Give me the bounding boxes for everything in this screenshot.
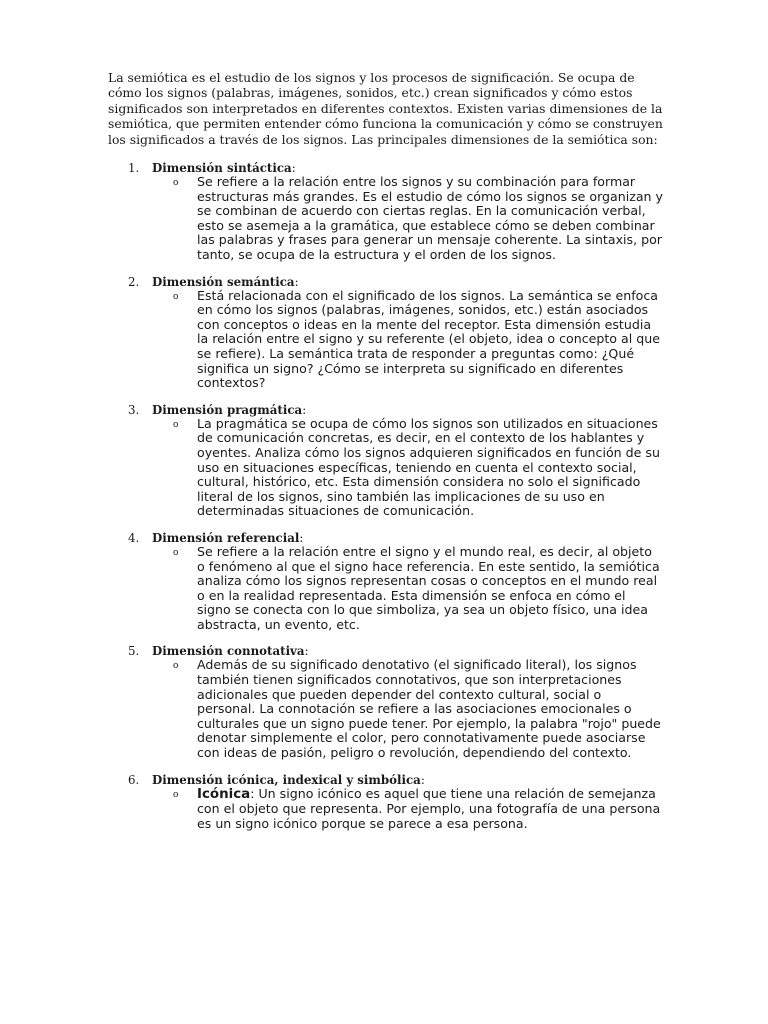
dimension-colon: :: [294, 274, 299, 289]
dimension-item-iconica: [108, 773, 663, 832]
dimension-number: 5.: [128, 644, 140, 659]
dimension-number: 6.: [128, 772, 140, 787]
iconica-description: : Un signo icónico es aquel que tiene una relación de semejanza con el objeto que representa. Por ejemplo, una fotografía de una persona es un signo icónico porque se parece a esa persona.: [197, 785, 661, 831]
dimension-title: Dimensión connotativa: [152, 644, 305, 659]
bullet-marker-icon: o: [173, 178, 179, 189]
bullet-marker-icon: o: [173, 547, 179, 558]
dimension-bullet: [108, 545, 663, 633]
document-page: [108, 70, 663, 831]
dimension-description: [197, 787, 663, 832]
dimension-item-connotativa: [108, 644, 663, 760]
dimension-heading: [108, 403, 663, 417]
dimension-title: Dimensión sintáctica: [152, 161, 292, 176]
dimension-title: Dimensión icónica, indexical y simbólica: [152, 772, 421, 787]
dimension-heading: [108, 644, 663, 658]
dimension-heading: [108, 531, 663, 545]
dimension-bullet: [108, 417, 663, 519]
dimension-title: Dimensión pragmática: [152, 402, 303, 417]
dimension-description: La pragmática se ocupa de cómo los signos son utilizados en situaciones de comunicación concretas, es decir, en el contexto de los hablantes y oyentes. Analiza cómo los signos adquieren significados en función de su uso en situaciones específicas, teniendo en cuenta el contexto social, cultural, histórico, etc. Esta dimensión considera no solo el significado literal de los signos, sino también las implicaciones de su uso en determinadas situaciones de comunicación.: [197, 415, 660, 519]
dimension-bullet: [108, 175, 663, 263]
dimension-colon: :: [304, 644, 309, 659]
dimensions-list: [108, 161, 663, 831]
dimension-bullet: [108, 658, 663, 760]
dimension-number: 4.: [128, 530, 140, 545]
dimension-heading: [108, 161, 663, 175]
dimension-heading: [108, 773, 663, 787]
dimension-item-sintactica: [108, 161, 663, 263]
dimension-colon: :: [291, 161, 296, 176]
dimension-description: Se refiere a la relación entre los signos y su combinación para formar estructuras más grandes. Es el estudio de cómo los signos se organizan y se combinan de acuerdo con ciertas reglas. En la comunicación verbal, esto se asemeja a la gramática, que establece cómo se deben combinar las palabras y frases para generar un mensaje coherente. La sintaxis, por tanto, se ocupa de la estructura y el orden de los signos.: [197, 174, 663, 262]
dimension-heading: [108, 275, 663, 289]
dimension-bullet: [108, 289, 663, 391]
dimension-bullet: [108, 787, 663, 832]
dimension-title: Dimensión referencial: [152, 530, 300, 545]
bullet-marker-icon: o: [173, 661, 179, 672]
dimension-item-semantica: [108, 275, 663, 391]
dimension-description: Se refiere a la relación entre el signo y el mundo real, es decir, al objeto o fenómeno al que el signo hace referencia. En este sentido, la semiótica analiza cómo los signos representan cosas o conceptos en el mundo real o en la realidad representada. Esta dimensión se enfoca en cómo el signo se conecta con lo que simboliza, ya sea un objeto físico, una idea abstracta, un evento, etc.: [197, 543, 660, 632]
bullet-marker-icon: o: [173, 789, 179, 800]
dimension-number: 2.: [128, 274, 140, 289]
dimension-colon: :: [299, 530, 304, 545]
dimension-colon: :: [420, 772, 425, 787]
dimension-title: Dimensión semántica: [152, 274, 295, 289]
bullet-marker-icon: o: [173, 419, 179, 430]
intro-paragraph: La semiótica es el estudio de los signos y los procesos de significación. Se ocupa de cómo los signos (palabras, imágenes, sonidos, etc.) crean significados y cómo estos significados son interpretados en diferentes contextos. Existen varias dimensiones de la semiótica, que permiten entender cómo funciona la comunicación y cómo se construyen los significados a través de los signos. Las principales dimensiones de la semiótica son:: [108, 70, 663, 147]
dimension-number: 1.: [128, 161, 140, 176]
dimension-description: Está relacionada con el significado de los signos. La semántica se enfoca en cómo los signos (palabras, imágenes, sonidos, etc.) están asociados con conceptos o ideas en la mente del receptor. Esta dimensión estudia la relación entre el signo y su referente (el objeto, idea o concepto al que se refiere). La semántica trata de responder a preguntas como: ¿Qué significa un signo? ¿Cómo se interpreta su significado en diferentes contextos?: [197, 287, 660, 391]
dimension-number: 3.: [128, 402, 140, 417]
bullet-marker-icon: o: [173, 291, 179, 302]
dimension-colon: :: [302, 402, 307, 417]
dimension-item-pragmatica: [108, 403, 663, 519]
dimension-item-referencial: [108, 531, 663, 633]
dimension-description: Además de su significado denotativo (el significado literal), los signos también tienen significados connotativos, que son interpretaciones adicionales que pueden depender del contexto cultural, social o personal. La connotación se refiere a las asociaciones emocionales o culturales que un signo puede tener. Por ejemplo, la palabra "rojo" puede denotar simplemente el color, pero connotativamente puede asociarse con ideas de pasión, peligro o revolución, dependiendo del contexto.: [197, 657, 661, 761]
iconica-term: Icónica: [197, 786, 251, 802]
